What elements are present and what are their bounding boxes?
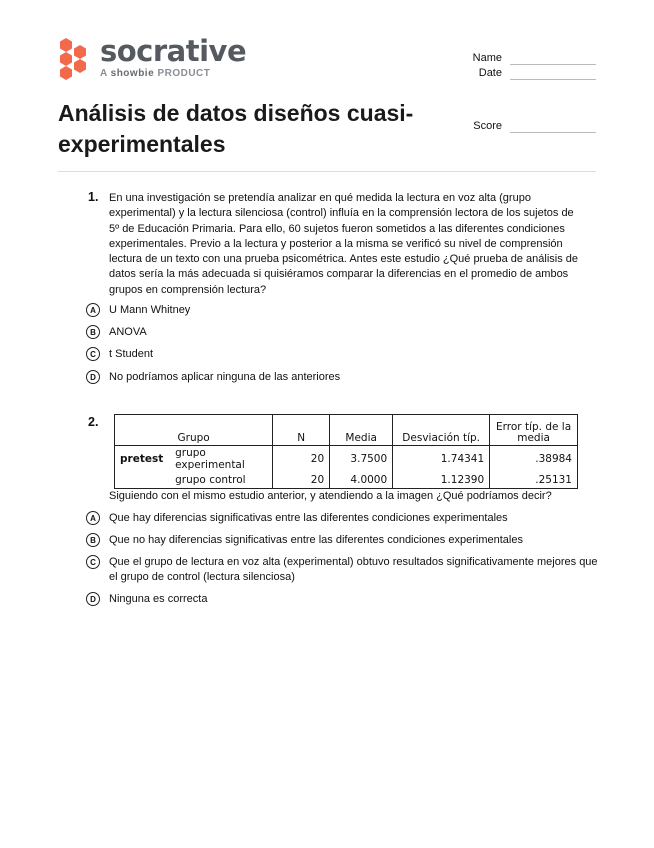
brand-tagline: A showbie PRODUCT bbox=[100, 68, 211, 79]
option-text: Que el grupo de lectura en voz alta (experimental) obtuvo resultados significativamente mejores que el grupo de control (lectura silenciosa) bbox=[109, 556, 598, 583]
score-field[interactable] bbox=[470, 120, 600, 134]
group-statistics-table bbox=[114, 414, 578, 489]
table-row bbox=[115, 446, 578, 473]
name-line bbox=[510, 64, 596, 65]
row-mean: 4.0000 bbox=[330, 472, 393, 489]
name-field[interactable] bbox=[470, 52, 600, 66]
table-header-error: Error típ. de la media bbox=[490, 415, 578, 446]
date-field[interactable] bbox=[470, 67, 600, 81]
table-header-grupo: Grupo bbox=[115, 415, 273, 446]
option-text: Que no hay diferencias significativas entre las diferentes condiciones experimentales bbox=[109, 534, 523, 546]
date-line bbox=[510, 79, 596, 80]
row-sd: 1.74341 bbox=[393, 446, 490, 473]
option-a-circle-icon: A bbox=[86, 303, 100, 317]
socrative-logo bbox=[56, 36, 256, 82]
option-text: Que hay diferencias significativas entre las diferentes condiciones experimentales bbox=[109, 512, 508, 524]
header-divider bbox=[58, 171, 596, 172]
option-c-circle-icon: C bbox=[86, 347, 100, 361]
row-group: grupo experimental bbox=[175, 447, 245, 471]
row-label: pretest bbox=[120, 453, 164, 465]
question-2-text: Siguiendo con el mismo estudio anterior, y atendiendo a la imagen ¿Qué podríamos decir? bbox=[109, 490, 552, 502]
brand-name: socrative bbox=[100, 34, 247, 68]
option-b-circle-icon: B bbox=[86, 325, 100, 339]
row-mean: 3.7500 bbox=[330, 446, 393, 473]
option-c-circle-icon: C bbox=[86, 555, 100, 569]
date-label: Date bbox=[478, 67, 502, 79]
page-title: Análisis de datos diseños cuasi-experimentales bbox=[58, 100, 414, 157]
option-b-circle-icon: B bbox=[86, 533, 100, 547]
option-text: t Student bbox=[109, 348, 154, 360]
option-text: ANOVA bbox=[109, 326, 147, 338]
table-header-media: Media bbox=[330, 415, 393, 446]
option-d-circle-icon: D bbox=[86, 592, 100, 606]
row-n: 20 bbox=[273, 472, 330, 489]
score-label: Score bbox=[473, 120, 502, 132]
table-header-desviacion: Desviación típ. bbox=[393, 415, 490, 446]
table-header-row bbox=[115, 415, 578, 446]
option-d-circle-icon: D bbox=[86, 370, 100, 384]
table-row bbox=[115, 472, 578, 489]
row-se: .25131 bbox=[490, 472, 578, 489]
table-header-n: N bbox=[273, 415, 330, 446]
row-se: .38984 bbox=[490, 446, 578, 473]
row-group: grupo control bbox=[175, 474, 246, 486]
question-2-number: 2. bbox=[88, 415, 99, 429]
row-n: 20 bbox=[273, 446, 330, 473]
score-line bbox=[510, 132, 596, 133]
option-a-circle-icon: A bbox=[86, 511, 100, 525]
row-sd: 1.12390 bbox=[393, 472, 490, 489]
question-1-number: 1. bbox=[88, 190, 99, 204]
hexagon-cluster-icon bbox=[56, 36, 92, 80]
option-text: Ninguna es correcta bbox=[109, 593, 208, 605]
option-text: U Mann Whitney bbox=[109, 304, 191, 316]
row-label bbox=[115, 472, 171, 489]
question-1-text: En una investigación se pretendía analizar en qué medida la lectura en voz alta (grupo experimental) y la lectura silenciosa (control) influía en la comprensión lectora de los sujetos de 5º de Educación Primaria. Para ello, 60 sujetos fueron sometidos a las diferentes condiciones experimentales. Previo a la lectura y posterior a la misma se verificó su nivel de comprensión lectura de un texto con una prueba psicométrica. Antes este estudio ¿Qué prueba de análisis de datos sería la más adecuada si quisiéramos comparar la diferencias en el promedio de ambos grupos en comprensión lectura? bbox=[109, 192, 579, 296]
option-text: No podríamos aplicar ninguna de las anteriores bbox=[109, 371, 341, 383]
name-label: Name bbox=[472, 52, 502, 64]
